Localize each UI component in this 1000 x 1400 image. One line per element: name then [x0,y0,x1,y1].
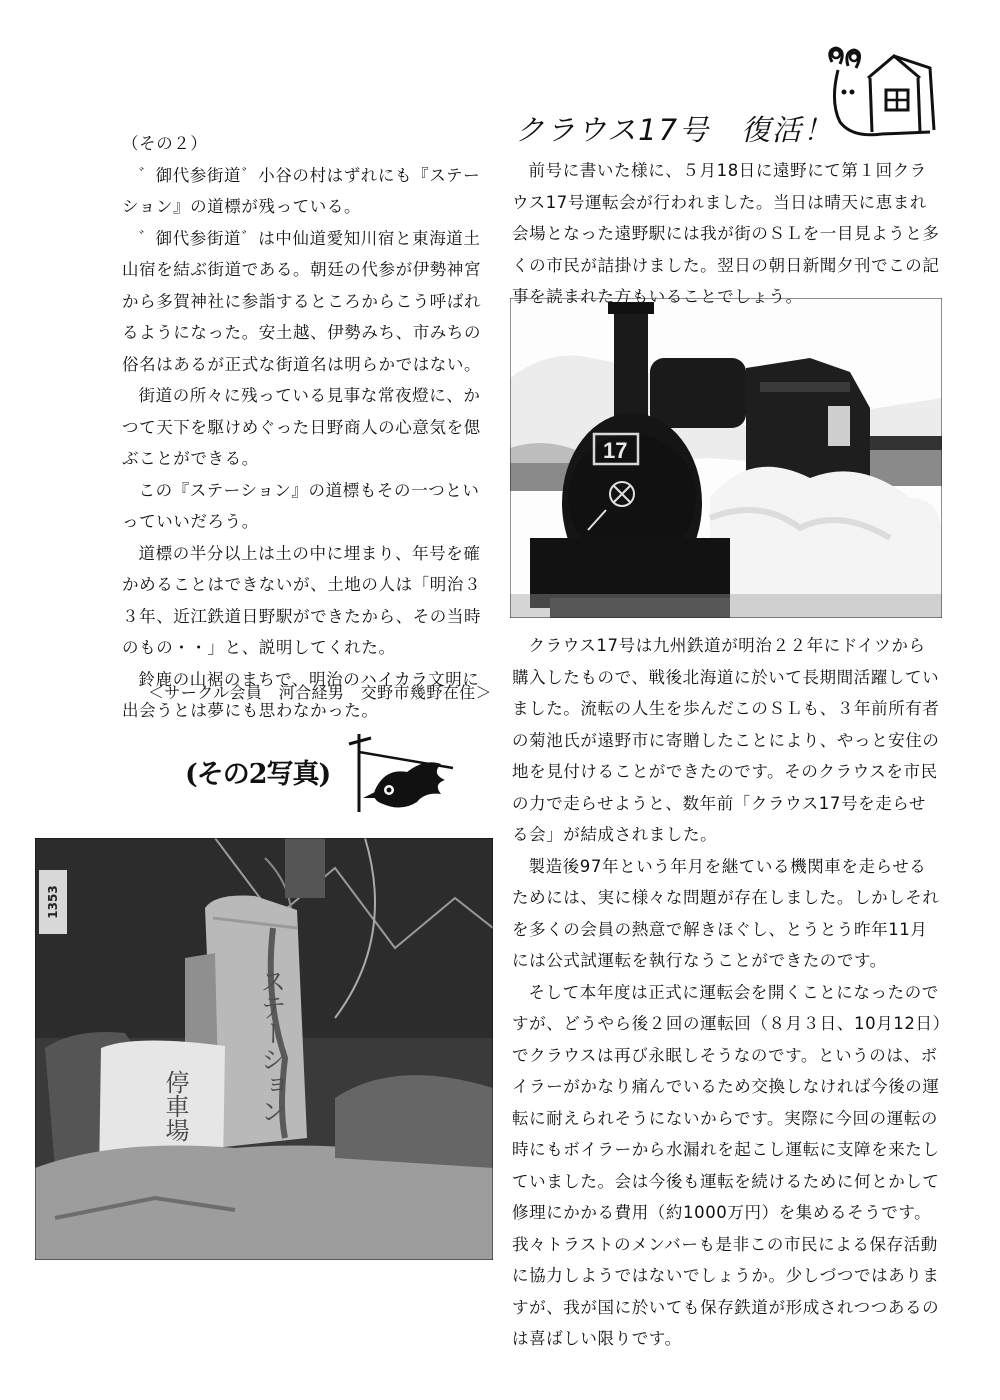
paragraph: この『ステーション』の道標もその一つといっていいだろう。 [122,480,480,531]
sign-number: 1353 [46,885,60,919]
paragraph: クラウス17号は九州鉄道が明治２２年にドイツから購入したもので、戦後北海道に於いて長期間活躍していました。流転の人生を歩んだこのＳＬも、３年前所有者の菊池氏が遠野市に寄贈したことにより、やっと安住の地を見付けることができたのです。そのクラウスを市民の力で走らせようと、数年前「クラウス17号を走らせる会」が結成されました。 [512,636,940,844]
right-article-intro [512,155,942,313]
paragraph: そして本年度は正式に運転会を開くことになったのですが、どうやら後２回の運転回（８月３日、10月12日）でクラウスは再び永眠しそうなのです。というのは、ボイラーがかなり痛んでいるため交換しなければ今後の運転に耐えられそうにないからです。実際に今回の運転の時にもボイラーから水漏れを起こし運転に支障を来たしていました。会は今後も運転を続けるために何とかして修理にかかる費用（約1000万円）を集めるそうです。我々トラストのメンバーも是非この市民による保存活動に協力しようではないでしょうか。少しづつではありますが、我が国に於いても保存鉄道が形成されつつあるのは喜ばしい限りです。 [512,982,942,1348]
locomotive-number-plate: 17 [603,438,628,463]
article-title: クラウス17号 復活！ [515,113,835,147]
paragraph: 前号に書いた様に、５月18日に遠野にて第１回クラウス17号運転会が行われました。当日は晴天に恵まれ会場となった遠野駅には我が街のＳＬを一目見ようと多くの市民が詰掛けました。翌日の朝日新聞夕刊でこの記事を読まれた方もいることでしょう。 [512,161,940,306]
stone-left-text: 停車場 [161,1070,189,1142]
paragraph: 街道の所々に残っている見事な常夜燈に、かつて天下を駆けめぐった日野商人の心意気を偲ぶことができる。 [122,386,481,468]
paragraph: 道標の半分以上は土の中に埋まり、年号を確かめることはできないが、土地の人は「明治３３年、近江鉄道日野駅ができたから、その当時のもの・・」と、説明してくれた。 [122,543,482,657]
author-signature: ＜サークル会員 河合経男 交野市幾野在住＞ [148,683,492,702]
photo-caption: (その2写真) [185,759,331,790]
stone-right-text: ステーション [256,968,286,1124]
paragraph: ゛御代参街道゛は中仙道愛知川宿と東海道土山宿を結ぶ街道である。朝廷の代参が伊勢神宮から多賀神社に参詣するところからこう呼ばれるようになった。安土越、伊勢みち、市みちの俗名はあるが正式な街道名は明らかではない。 [122,228,482,374]
right-article-body [512,630,942,1355]
locomotive-photo [510,298,942,618]
paragraph: 鈴鹿の山裾のまちで、明治のハイカラ文明に出会うとは夢にも思わなかった。 [122,669,480,720]
milestone-photo [35,838,493,1260]
left-article [122,128,492,727]
paragraph: ゛御代参街道゛小谷の村はずれにも『ステーション』の道標が残っている。 [122,165,481,216]
bird-doodle-icon [345,728,465,822]
paragraph: 製造後97年という年月を継ている機関車を走らせるためには、実に様々な問題が存在しました。しかしそれを多くの会員の熱意で解きほぐし、とうとう昨年11月には公式試運転を執行なうことができたのです。 [512,856,940,970]
article-heading: （その２） [122,134,208,153]
